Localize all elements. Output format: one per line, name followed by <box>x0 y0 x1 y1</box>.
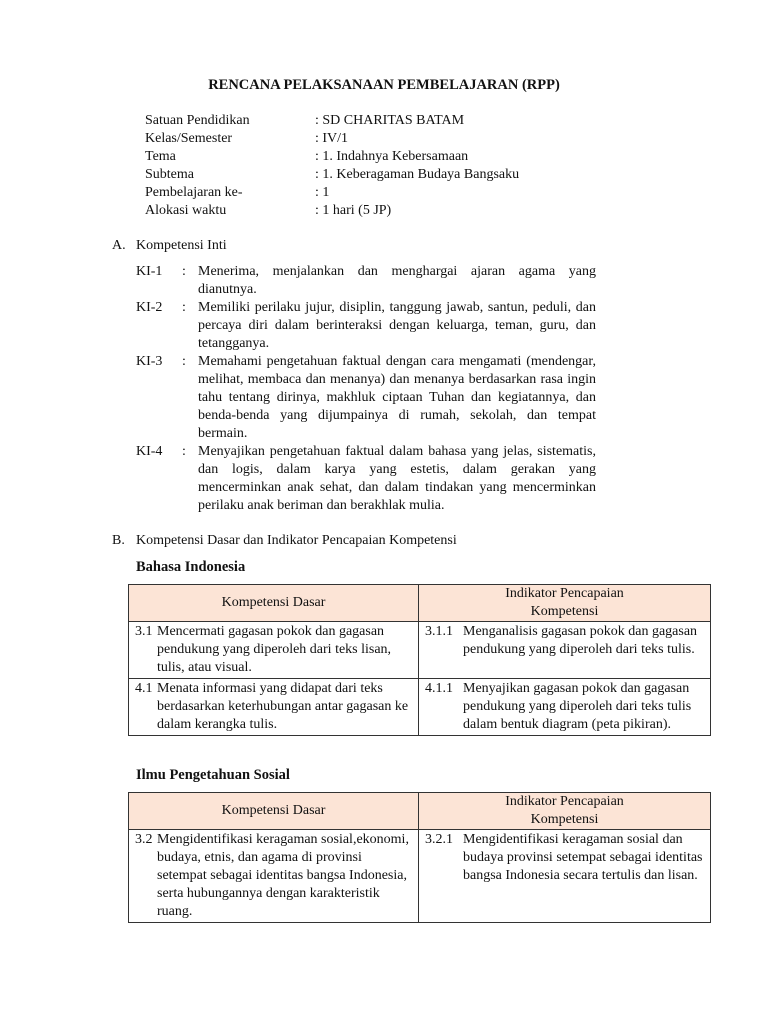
table-header-row <box>129 793 711 830</box>
identity-value: : 1 <box>315 185 330 200</box>
subject-heading-ips: Ilmu Pengetahuan Sosial <box>136 767 290 783</box>
identity-value: : SD CHARITAS BATAM <box>315 113 465 128</box>
table-row <box>129 830 711 923</box>
ki-text: Menyajikan pengetahuan faktual dalam bahasa yang jelas, sistematis, dan logis, dalam karya yang estetis, dalam gerakan yang mencerminkan anak sehat, dan dalam tindakan yang mencerminkan perilaku anak beriman dan berakhlak mulia. <box>198 444 596 513</box>
section-marker: A. <box>112 238 126 253</box>
kd-cell <box>129 622 419 679</box>
header-kompetensi-dasar: Kompetensi Dasar <box>129 793 419 830</box>
kd-table-ips <box>128 792 711 923</box>
ki-text: Menerima, menjalankan dan menghargai ajaran agama yang dianutnya. <box>198 264 596 297</box>
section-a-heading <box>112 237 227 255</box>
ki-text: Memahami pengetahuan faktual dengan cara mengamati (mendengar, melihat, membaca dan menanya) dan menanya berdasarkan rasa ingin tahu tentang dirinya, makhluk ciptaan Tuhan dan kegiatannya, dan benda-benda yang dijumpainya di rumah, sekolah, dan tempat bermain. <box>198 354 596 441</box>
ki-code: KI-4 <box>136 444 163 459</box>
indikator-cell <box>419 622 711 679</box>
identity-row <box>145 112 519 130</box>
header-indikator <box>419 793 711 830</box>
identity-label: Pembelajaran ke- <box>145 185 243 200</box>
kompetensi-inti-list <box>136 263 596 515</box>
section-b-heading <box>112 532 457 550</box>
kd-text: Menata informasi yang didapat dari teks berdasarkan keterhubungan antar gagasan ke dalam kerangka tulis. <box>157 681 409 732</box>
ki-item <box>136 263 596 299</box>
ki-code: KI-3 <box>136 354 163 369</box>
section-title: Kompetensi Dasar dan Indikator Pencapaian Kompetensi <box>136 533 457 548</box>
table-row <box>129 622 711 679</box>
identity-row <box>145 202 519 220</box>
identity-block <box>145 112 519 220</box>
identity-label: Alokasi waktu <box>145 203 227 218</box>
ki-code: KI-2 <box>136 300 163 315</box>
identity-row <box>145 184 519 202</box>
kd-number: 4.1 <box>135 681 153 696</box>
kd-cell <box>129 679 419 736</box>
header-indikator-line-1: Indikator Pencapaian <box>505 794 624 809</box>
kd-number: 3.2 <box>135 832 153 847</box>
section-title: Kompetensi Inti <box>136 238 227 253</box>
ki-colon: : <box>182 300 186 315</box>
section-marker: B. <box>112 533 125 548</box>
table-row <box>129 679 711 736</box>
indikator-cell <box>419 679 711 736</box>
identity-row <box>145 166 519 184</box>
ki-colon: : <box>182 444 186 459</box>
ki-text: Memiliki perilaku jujur, disiplin, tanggung jawab, santun, peduli, dan percaya diri dalam berinteraksi dengan keluarga, teman, guru, dan tetangganya. <box>198 300 596 351</box>
identity-label: Kelas/Semester <box>145 131 233 146</box>
header-indikator-line-1: Indikator Pencapaian <box>505 586 624 601</box>
ki-item <box>136 353 596 443</box>
kd-cell <box>129 830 419 923</box>
identity-value: : 1. Keberagaman Budaya Bangsaku <box>315 167 520 182</box>
indikator-text: Menyajikan gagasan pokok dan gagasan pendukung yang diperoleh dari teks tulis dalam bentuk diagram (peta pikiran). <box>463 681 692 732</box>
identity-row <box>145 148 519 166</box>
table-header-row <box>129 585 711 622</box>
identity-label: Tema <box>145 149 176 164</box>
indikator-text: Mengidentifikasi keragaman sosial dan budaya provinsi setempat sebagai identitas bangsa Indonesia secara tertulis dan lisan. <box>463 832 703 883</box>
header-kompetensi-dasar: Kompetensi Dasar <box>129 585 419 622</box>
identity-row <box>145 130 519 148</box>
kd-number: 3.1 <box>135 624 153 639</box>
identity-label: Satuan Pendidikan <box>145 113 250 128</box>
indikator-number: 3.1.1 <box>425 624 453 639</box>
ki-item <box>136 299 596 353</box>
indikator-cell <box>419 830 711 923</box>
ki-item <box>136 443 596 515</box>
ki-colon: : <box>182 264 186 279</box>
ki-colon: : <box>182 354 186 369</box>
indikator-number: 3.2.1 <box>425 832 453 847</box>
header-indikator-line-2: Kompetensi <box>530 604 599 619</box>
kd-table-bahasa-indonesia <box>128 584 711 736</box>
identity-value: : 1. Indahnya Kebersamaan <box>315 149 469 164</box>
kd-text: Mencermati gagasan pokok dan gagasan pendukung yang diperoleh dari teks lisan, tulis, atau visual. <box>157 624 392 675</box>
identity-value: : IV/1 <box>315 131 349 146</box>
header-indikator-line-2: Kompetensi <box>530 812 599 827</box>
kd-text: Mengidentifikasi keragaman sosial,ekonomi, budaya, etnis, dan agama di provinsi setempat sebagai identitas bangsa Indonesia, serta hubungannya dengan karakteristik ruang. <box>157 832 409 919</box>
header-indikator <box>419 585 711 622</box>
ki-code: KI-1 <box>136 264 163 279</box>
identity-label: Subtema <box>145 167 194 182</box>
indikator-number: 4.1.1 <box>425 681 453 696</box>
indikator-text: Menganalisis gagasan pokok dan gagasan pendukung yang diperoleh dari teks tulis. <box>463 624 698 657</box>
subject-heading-bahasa-indonesia: Bahasa Indonesia <box>136 559 246 575</box>
document-title: RENCANA PELAKSANAAN PEMBELAJARAN (RPP) <box>208 77 560 93</box>
identity-value: : 1 hari (5 JP) <box>315 203 392 218</box>
